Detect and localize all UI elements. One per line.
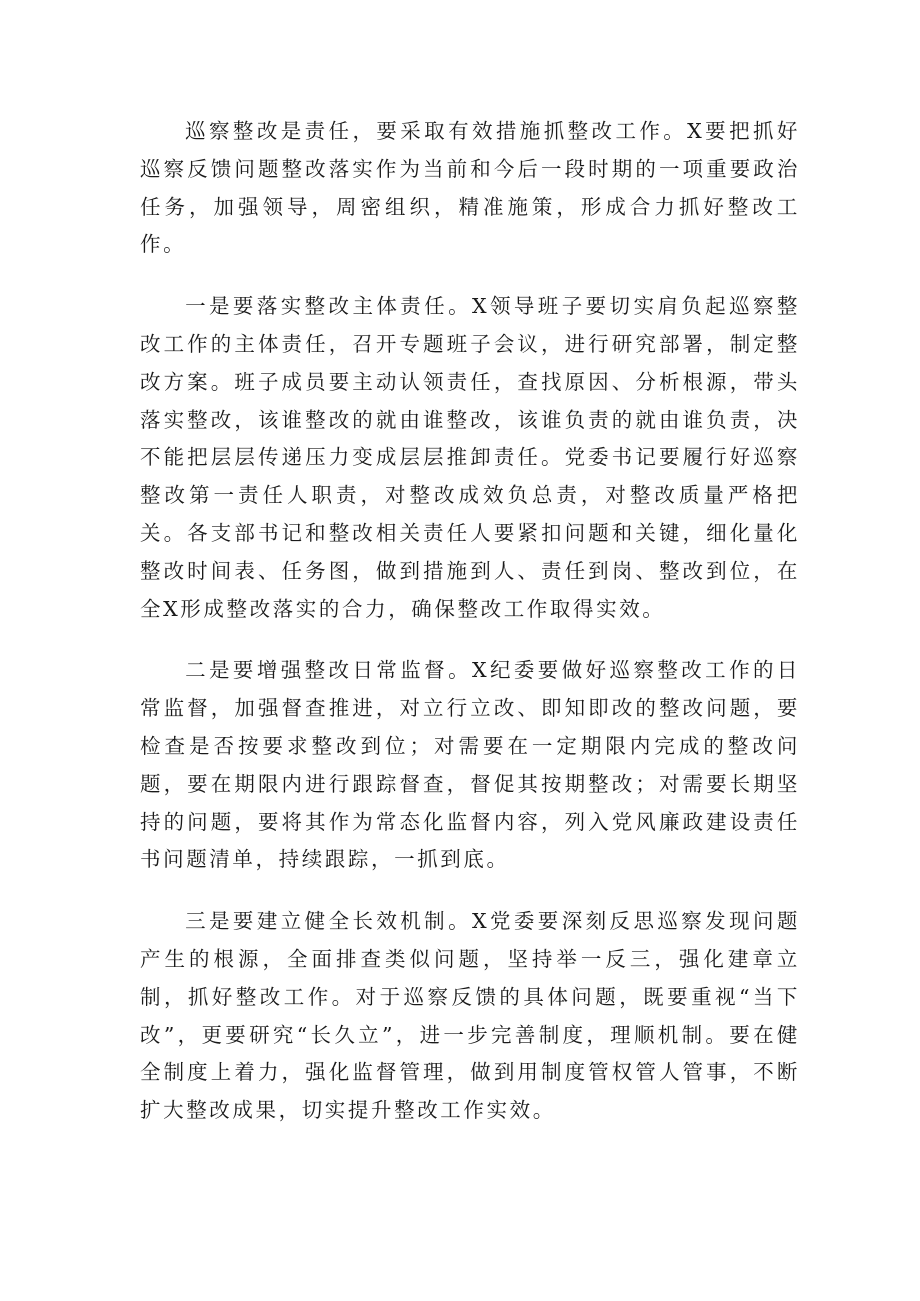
paragraph-responsibility: 一是要落实整改主体责任。X领导班子要切实肩负起巡察整改工作的主体责任，召开专题班子会议，进行研究部署，制定整改方案。班子成员要主动认领责任，查找原因、分析根源，带头落实整改，该谁整改的就由谁整改，该谁负责的就由谁负责，决不能把层层传递压力变成层层推卸责任。党委书记要履行好巡察整改第一责任人职责，对整改成效负总责，对整改质量严格把关。各支部书记和整改相关责任人要紧扣问题和关键，细化量化整改时间表、任务图，做到措施到人、责任到岗、整改到位，在全X形成整改落实的合力，确保整改工作取得实效。 (140, 294, 800, 621)
paragraph-mechanism: 三是要建立健全长效机制。X党委要深刻反思巡察发现问题产生的根源，全面排查类似问题，坚持举一反三，强化建章立制，抓好整改工作。对于巡察反馈的具体问题，既要重视“当下改”，更要研究“长久立”，进一步完善制度，理顺机制。要在健全制度上着力，强化监督管理，做到用制度管权管人管事，不断扩大整改成果，切实提升整改工作实效。 (140, 909, 800, 1123)
document-body (140, 113, 800, 1154)
paragraph-intro: 巡察整改是责任，要采取有效措施抓整改工作。X要把抓好巡察反馈问题整改落实作为当前和今后一段时期的一项重要政治任务，加强领导，周密组织，精准施策，形成合力抓好整改工作。 (140, 119, 800, 257)
paragraph-supervision: 二是要增强整改日常监督。X纪委要做好巡察整改工作的日常监督，加强督查推进，对立行立改、即知即改的整改问题，要检查是否按要求整改到位；对需要在一定期限内完成的整改问题，要在期限内进行跟踪督查，督促其按期整改；对需要长期坚持的问题，要将其作为常态化监督内容，列入党风廉政建设责任书问题清单，持续跟踪，一抓到底。 (140, 658, 800, 872)
